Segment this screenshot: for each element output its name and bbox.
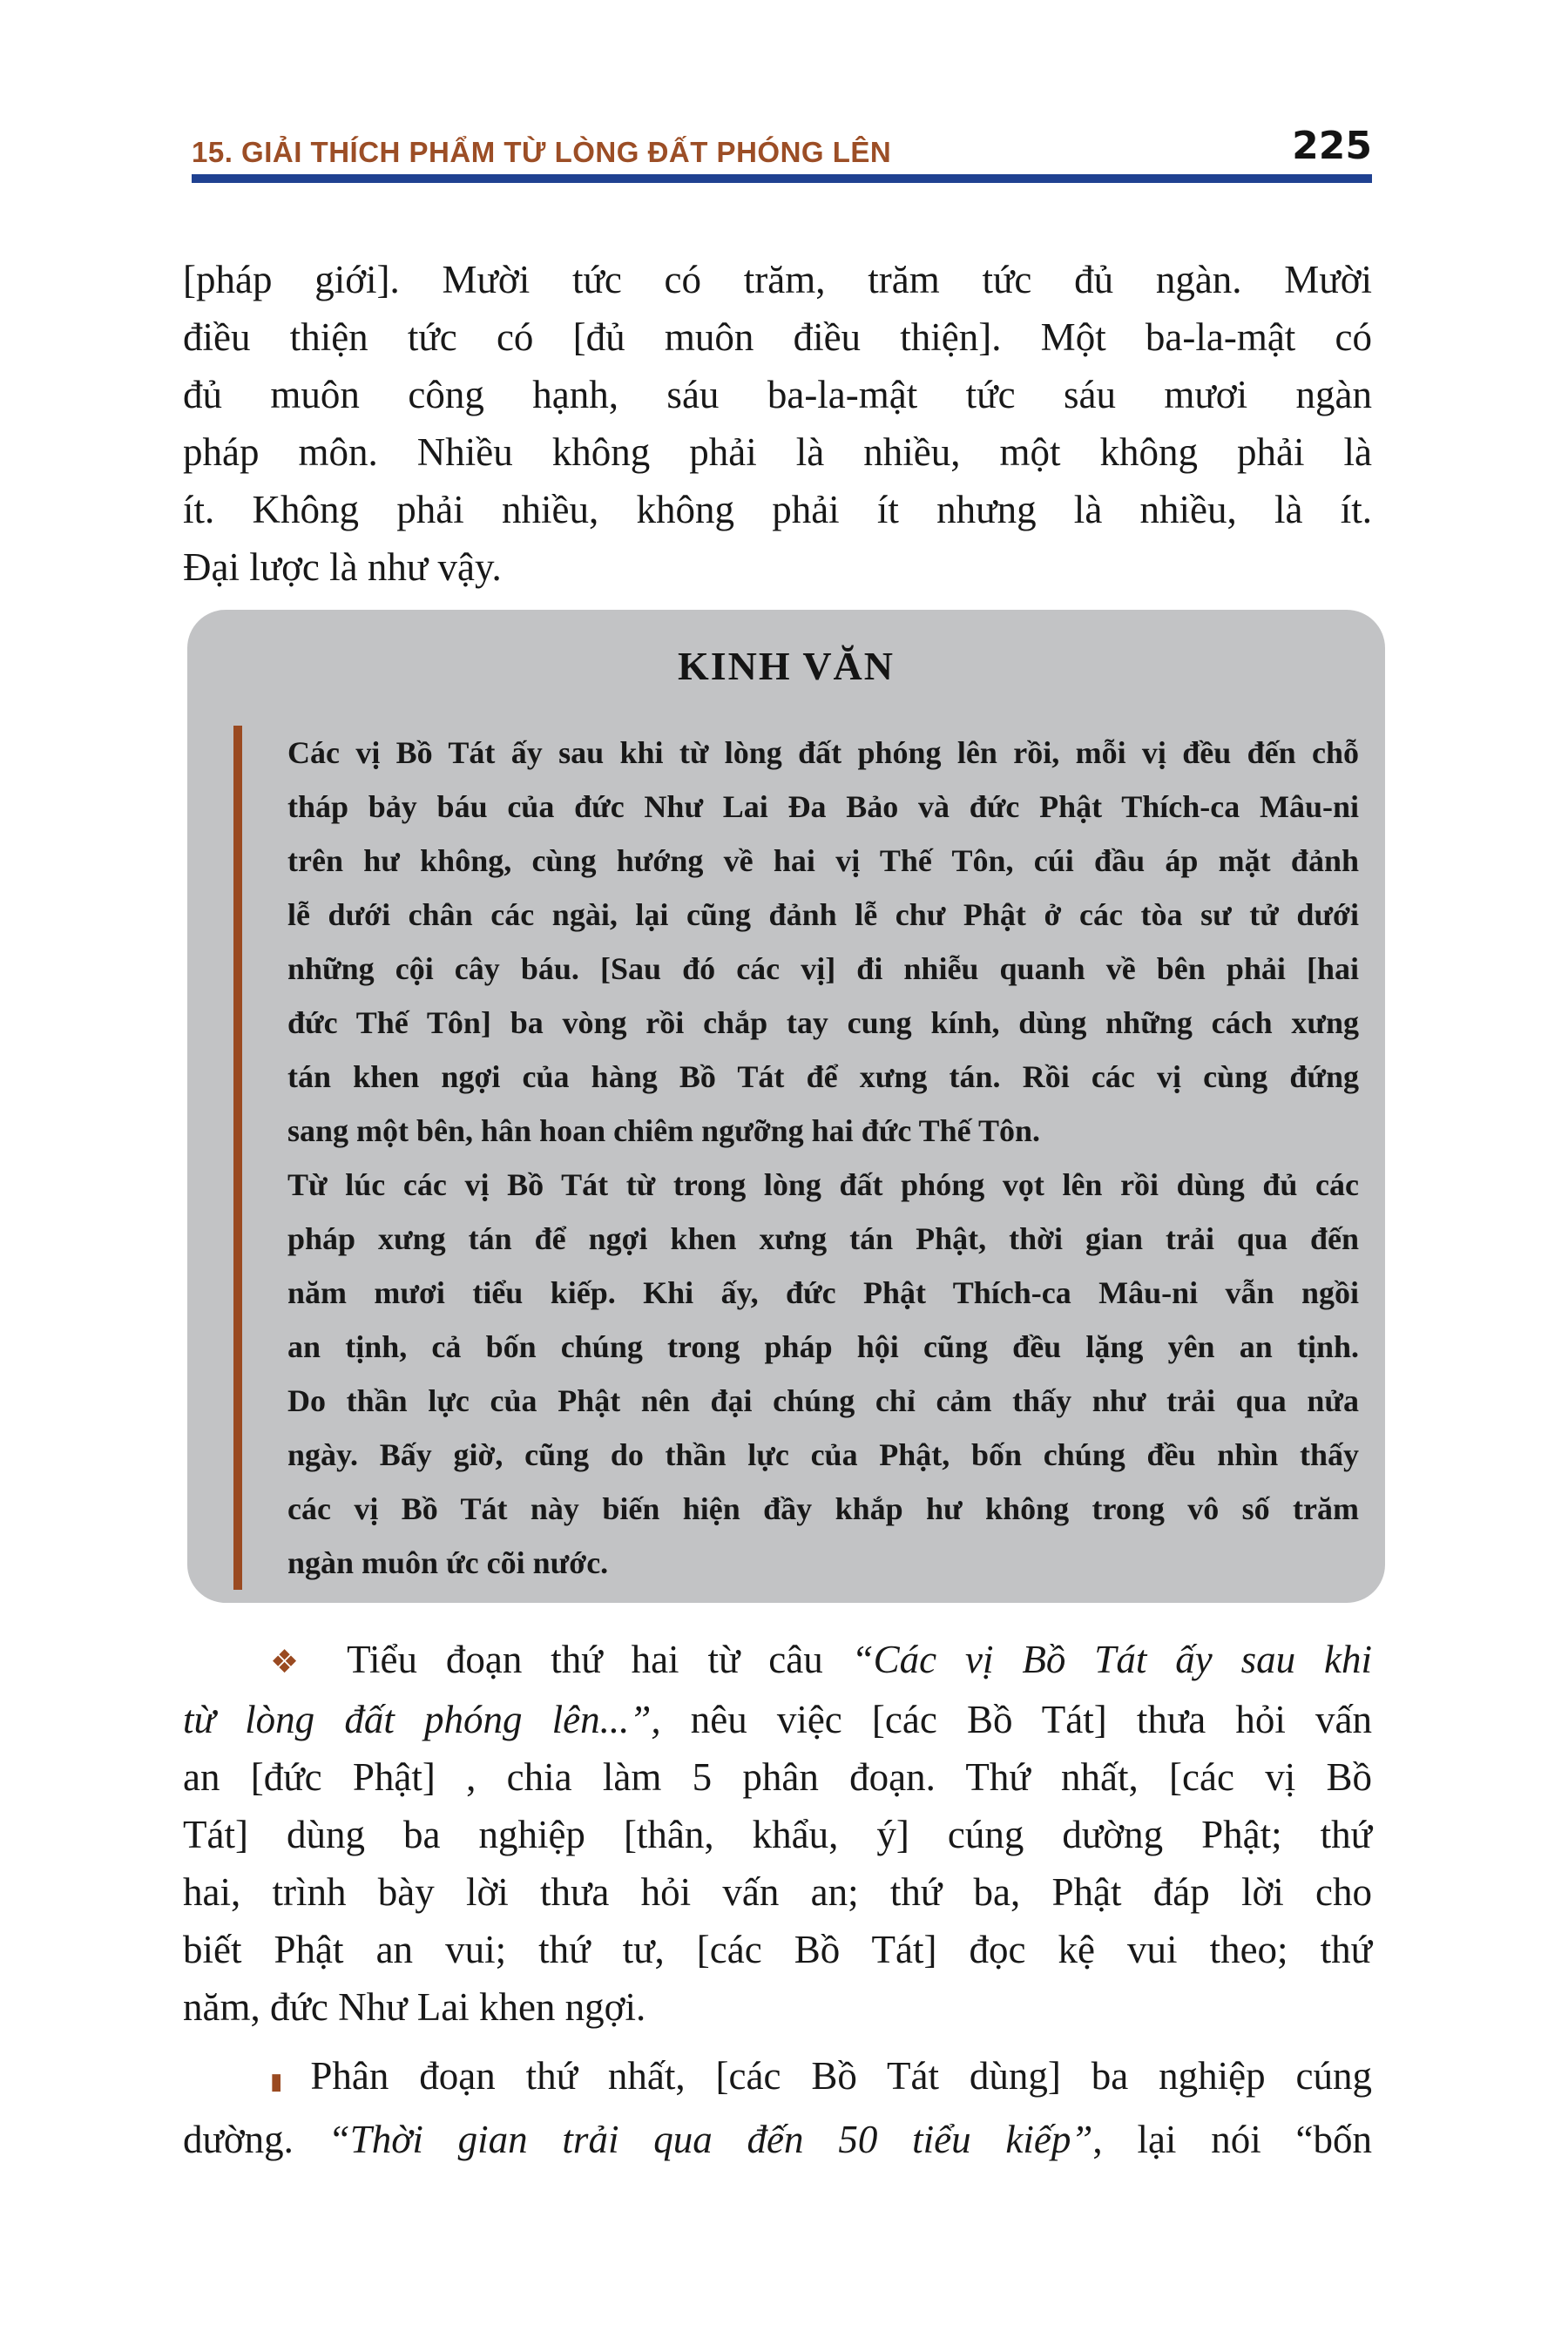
text-segment: “Thời gian trải qua đến 50 tiểu kiếp” (328, 2118, 1093, 2161)
text-line (287, 780, 1359, 834)
text-segment: Do thần lực của Phật nên đại chúng chỉ cảm thấy như trải qua nửa (287, 1383, 1359, 1418)
commentary-paragraph-2 (183, 2047, 1372, 2168)
text-segment: sang một bên, hân hoan chiêm ngưỡng hai đức Thế Tôn. (287, 1113, 1041, 1148)
text-segment: điều thiện tức có [đủ muôn điều thiện]. Một ba-la-mật có (183, 315, 1372, 359)
text-segment: Đại lược là như vậy. (183, 545, 502, 589)
text-segment: , lại nói “bốn (1092, 2118, 1372, 2161)
text-line (287, 1212, 1359, 1266)
text-line (287, 1104, 1359, 1158)
text-segment: dường. (183, 2118, 328, 2161)
text-line (183, 481, 1372, 538)
text-segment: Tát] dùng ba nghiệp [thân, khẩu, ý] cúng dường Phật; thứ (183, 1813, 1372, 1856)
text-segment: Từ lúc các vị Bồ Tát từ trong lòng đất phóng vọt lên rồi dùng đủ các (287, 1167, 1359, 1202)
text-line (287, 1482, 1359, 1536)
kinh-van-box (187, 610, 1385, 1603)
header-divider (192, 174, 1372, 183)
text-segment: Các vị Bồ Tát ấy sau khi từ lòng đất phóng lên rồi, mỗi vị đều đến chỗ (287, 735, 1359, 770)
text-line (287, 942, 1359, 996)
text-line (287, 888, 1359, 942)
text-segment: tháp bảy báu của đức Như Lai Đa Bảo và đức Phật Thích-ca Mâu-ni (287, 789, 1359, 824)
text-segment: pháp xưng tán để ngợi khen xưng tán Phật, thời gian trải qua đến (287, 1221, 1359, 1256)
text-segment: “Các vị Bồ Tát ấy sau khi (851, 1638, 1373, 1681)
chapter-header: 15. GIẢI THÍCH PHẨM TỪ LÒNG ĐẤT PHÓNG LÊN (192, 136, 892, 168)
text-line (287, 1158, 1359, 1212)
text-line (183, 251, 1372, 308)
text-line (183, 2111, 1372, 2168)
text-segment: an tịnh, cả bốn chúng trong pháp hội cũng đều lặng yên an tịnh. (287, 1329, 1359, 1364)
kinh-van-title: KINH VĂN (677, 644, 895, 688)
text-line (287, 1320, 1359, 1374)
text-line (183, 1806, 1372, 1863)
text-line (183, 366, 1372, 423)
bullet-diamond: ❖ (270, 1643, 348, 1680)
text-segment: trên hư không, cùng hướng về hai vị Thế Tôn, cúi đầu áp mặt đảnh (287, 843, 1359, 878)
text-segment: Tiểu đoạn thứ hai từ câu (347, 1638, 852, 1681)
text-segment: ít. Không phải nhiều, không phải ít nhưng là nhiều, là ít. (183, 488, 1372, 531)
text-segment: tán khen ngợi của hàng Bồ Tát để xưng tán. Rồi các vị cùng đứng (287, 1059, 1359, 1094)
text-line (287, 726, 1359, 780)
text-segment: năm mươi tiểu kiếp. Khi ấy, đức Phật Thích-ca Mâu-ni vẫn ngồi (287, 1275, 1359, 1310)
text-line (287, 1374, 1359, 1428)
page-number: 225 (1292, 124, 1372, 168)
text-segment: các vị Bồ Tát này biến hiện đầy khắp hư không trong vô số trăm (287, 1491, 1359, 1526)
text-segment: từ lòng đất phóng lên...”, (183, 1698, 661, 1741)
text-line (287, 1050, 1359, 1104)
text-segment: những cội cây báu. [Sau đó các vị] đi nhiễu quanh về bên phải [hai (287, 951, 1359, 986)
text-segment: đức Thế Tôn] ba vòng rồi chắp tay cung kính, dùng những cách xưng (287, 1005, 1359, 1040)
text-segment: ngàn muôn ức cõi nước. (287, 1545, 609, 1580)
body-paragraph-1 (183, 251, 1372, 596)
text-segment: Phân đoạn thứ nhất, [các Bồ Tát dùng] ba nghiệp cúng (310, 2054, 1373, 2098)
text-segment: đủ muôn công hạnh, sáu ba-la-mật tức sáu mươi ngàn (183, 373, 1372, 416)
text-line (287, 1266, 1359, 1320)
text-segment: pháp môn. Nhiều không phải là nhiều, một không phải là (183, 430, 1372, 474)
text-line (287, 1536, 1359, 1590)
sutra-quote-block (233, 726, 1359, 1590)
text-segment: hai, trình bày lời thưa hỏi vấn an; thứ ba, Phật đáp lời cho (183, 1870, 1372, 1914)
text-line (183, 1691, 1372, 1748)
commentary-paragraph-1 (183, 1631, 1372, 2036)
text-segment: năm, đức Như Lai khen ngợi. (183, 1985, 646, 2029)
text-line (183, 2047, 1372, 2111)
text-segment: an [đức Phật] , chia làm 5 phân đoạn. Thứ nhất, [các vị Bồ (183, 1755, 1372, 1799)
text-line (183, 1748, 1372, 1806)
text-line (183, 1921, 1372, 1978)
text-segment: ngày. Bấy giờ, cũng do thần lực của Phật, bốn chúng đều nhìn thấy (287, 1437, 1359, 1472)
text-segment: nêu việc [các Bồ Tát] thưa hỏi vấn (660, 1698, 1372, 1741)
text-line (183, 308, 1372, 366)
text-segment: lễ dưới chân các ngài, lại cũng đảnh lễ chư Phật ở các tòa sư tử dưới (287, 897, 1359, 932)
text-segment: [pháp giới]. Mười tức có trăm, trăm tức đủ ngàn. Mười (183, 258, 1372, 301)
text-segment: biết Phật an vui; thứ tư, [các Bồ Tát] đọc kệ vui theo; thứ (183, 1928, 1372, 1971)
text-line (287, 834, 1359, 888)
text-line (183, 538, 1372, 596)
text-line (183, 423, 1372, 481)
bullet-square: ▮ (270, 2069, 311, 2095)
text-line (183, 1863, 1372, 1921)
text-line (183, 1978, 1372, 2036)
text-line (287, 996, 1359, 1050)
text-line (287, 1428, 1359, 1482)
text-line (183, 1631, 1372, 1691)
